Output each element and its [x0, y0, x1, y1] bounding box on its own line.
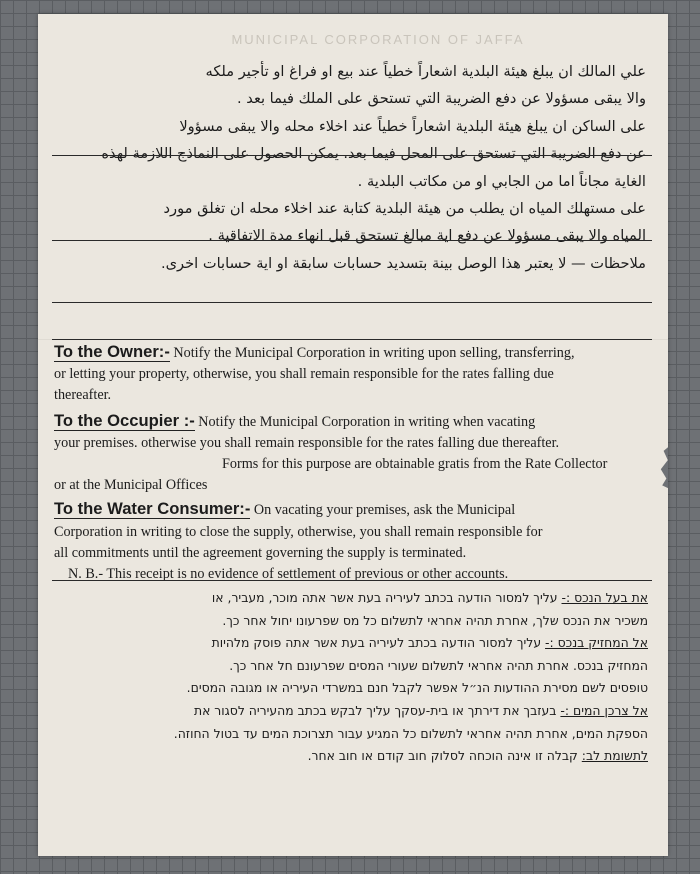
- divider: [52, 302, 652, 303]
- arabic-line: الغاية مجاناً اما من الجابي او من مكاتب البلدية .: [357, 172, 646, 190]
- arabic-line: على مستهلك المياه ان يطلب من هيئة البلدية كتابة عند اخلاء محله ان تغلق مورد: [163, 200, 646, 218]
- owner-heading: To the Owner:-: [54, 342, 170, 361]
- hebrew-heading: אל המחזיק בנכס :-: [545, 635, 648, 651]
- owner-text: Notify the Municipal Corporation in writing upon selling, transferring,: [173, 345, 575, 361]
- hebrew-heading: אל צרכן המים :-: [560, 702, 648, 718]
- hebrew-line: משכיר את הנכס שלך, אחרת תהיה אחראי לתשלום כל מס שפרעונו יחול אחר כך.: [222, 612, 648, 628]
- arabic-line: المياه والا يبقى مسؤولا عن دفع اية مبالغ تستحق قبل انهاء مدة الاتفاقية .: [208, 227, 646, 245]
- owner-text: or letting your property, otherwise, you shall remain responsible for the rates falling due: [54, 366, 554, 383]
- hebrew-heading: לתשומת לב:: [581, 748, 648, 764]
- arabic-line: على الساكن ان يبلغ هيئة البلدية اشعاراً خطياً عند اخلاء محله والا يبقى مسؤولا: [179, 117, 646, 135]
- arabic-line: عن دفع الضريبة التي تستحق على المحل فيما بعد. يمكن الحصول على النماذج اللازمة لهذه: [101, 145, 646, 163]
- nb-note: N. B.- This receipt is no evidence of settlement of previous or other accounts.: [68, 566, 509, 583]
- arabic-line: ملاحظات — لا يعتبر هذا الوصل بينة بتسديد حسابات سابقة او اية حسابات اخرى.: [161, 254, 646, 272]
- occupier-text: Forms for this purpose are obtainable gratis from the Rate Collector: [222, 456, 608, 473]
- hebrew-line: אל המחזיק בנכס :- עליך למסור הודעה בכתב לעיריה בעת אשר אתה פוסק מלהיות: [211, 635, 648, 651]
- hebrew-line: טופסים לשם מסירת ההודעות הנ״ל אפשר לקבל חנם במשרדי העיריה או מגובה המסים.: [186, 680, 648, 696]
- arabic-line: والا يبقى مسؤولا عن دفع الضريبة التي تستحق على الملك فيما بعد .: [237, 90, 646, 108]
- occupier-text: Notify the Municipal Corporation in writing when vacating: [198, 413, 536, 430]
- occupier-text: or at the Municipal Offices: [54, 477, 208, 494]
- hebrew-line: לתשומת לב: קבלה זו אינה הוכחה לסלוק חוב קודם או חוב אחר.: [307, 748, 648, 764]
- hebrew-line: המחזיק בנכס. אחרת תהיה אחראי לתשלום שעורי המסים שפרעונם חל אחר כך.: [229, 657, 648, 673]
- english-notice: [54, 341, 648, 585]
- receipt-back-sheet: [38, 14, 668, 856]
- occupier-text: your premises. otherwise you shall remain responsible for the rates falling due thereafter.: [54, 434, 560, 451]
- arabic-line: علي المالك ان يبلغ هيئة البلدية اشعاراً خطياً عند بيع او فراغ او تأجير ملكه: [205, 63, 646, 80]
- divider: [52, 580, 652, 581]
- ghost-header: MUNICIPAL CORPORATION OF JAFFA: [231, 32, 525, 47]
- torn-edge: [658, 444, 668, 490]
- hebrew-line: אל צרכן המים :- בעזבך את דירתך או בית-עסקך עליך לבקש בכתב מהעיריה לסגור את: [193, 702, 648, 718]
- water-text: Corporation in writing to close the supply, otherwise, you shall remain responsible for: [54, 523, 543, 540]
- owner-text: thereafter.: [54, 387, 112, 404]
- hebrew-heading: את בעל הנכס :-: [561, 590, 648, 605]
- water-text: all commitments until the agreement governing the supply is terminated.: [54, 544, 467, 561]
- arabic-notice: [54, 58, 646, 277]
- occupier-heading: To the Occupier :-: [54, 410, 195, 430]
- hebrew-line: הספקת המים, אחרת תהיה אחראי לתשלום כל המגיע עבור תצרוכת המים עד בטול החוזה.: [173, 725, 648, 741]
- water-heading: To the Water Consumer:-: [54, 499, 251, 519]
- divider: [52, 240, 652, 241]
- hebrew-notice: [54, 587, 648, 768]
- divider: [52, 339, 652, 340]
- hebrew-line: את בעל הנכס :- עליך למסור הודעה בכתב לעיריה בעת אשר אתה מוכר, מעביר, או: [211, 590, 648, 605]
- water-text: On vacating your premises, ask the Municipal: [253, 502, 516, 519]
- divider: [52, 155, 652, 156]
